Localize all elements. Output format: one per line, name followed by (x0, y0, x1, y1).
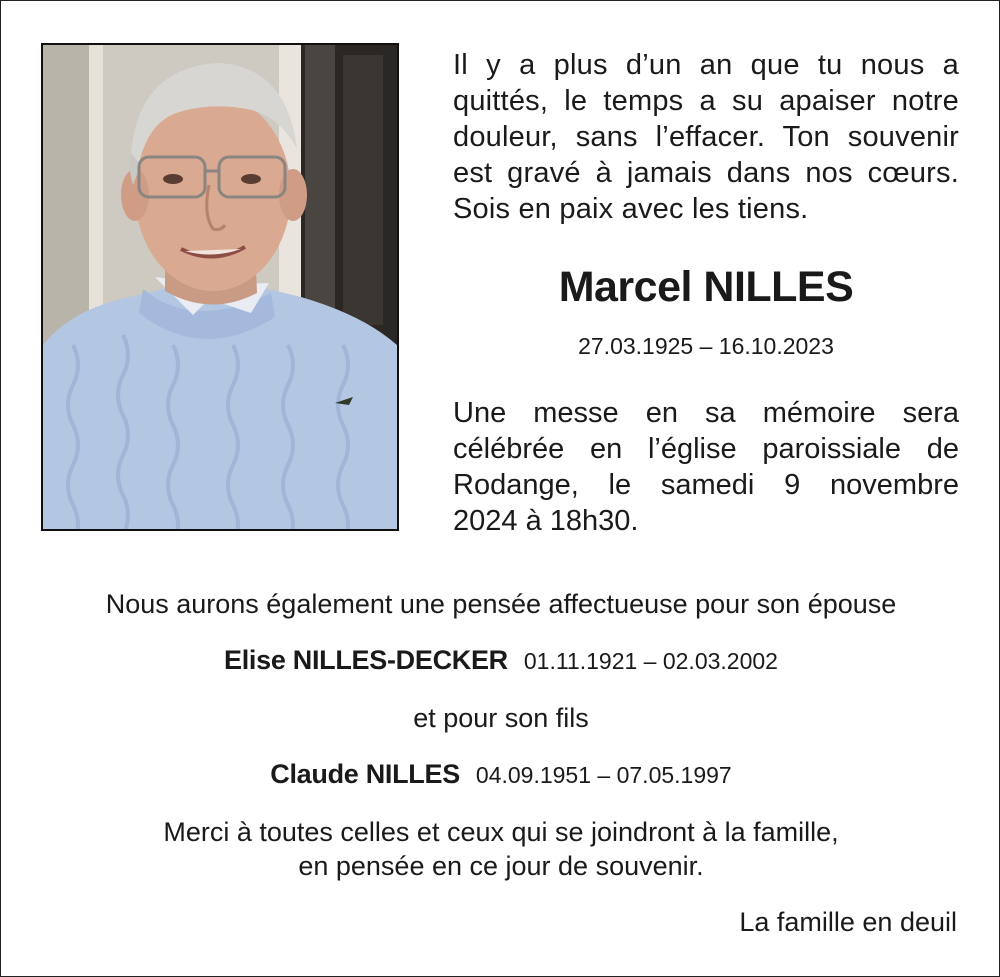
spouse-dates: 01.11.1921 – 02.03.2002 (523, 648, 778, 674)
portrait-illustration (43, 45, 397, 529)
son-line (1, 759, 1000, 790)
son-name: Claude NILLES (270, 759, 460, 789)
poem-line: quittés, le temps a su apaiser notre (453, 85, 959, 117)
poem-line: est gravé à jamais dans nos cœurs. (453, 157, 959, 189)
mass-line: Rodange, le samedi 9 novembre (453, 469, 959, 501)
mass-announcement (453, 395, 959, 539)
thanks-line: en pensée en ce jour de souvenir. (298, 851, 704, 881)
poem-text (453, 47, 959, 227)
tribute-intro: Nous aurons également une pensée affectueuse pour son épouse (105, 589, 897, 619)
son-intro: et pour son fils (413, 703, 589, 733)
thanks-line: Merci à toutes celles et ceux qui se joindront à la famille, (163, 817, 839, 847)
spouse-line (1, 645, 1000, 676)
spouse-name: Elise NILLES-DECKER (224, 645, 508, 675)
poem-line: Sois en paix avec les tiens. (453, 193, 809, 225)
thanks-text (1, 815, 1000, 883)
portrait-photo (41, 43, 399, 531)
poem-line: Il y a plus d’un an que tu nous a (453, 49, 959, 81)
son-dates: 04.09.1951 – 07.05.1997 (475, 762, 732, 788)
mass-line: célébrée en l’église paroissiale de (453, 433, 959, 465)
signature: La famille en deuil (739, 907, 957, 937)
mass-line: 2024 à 18h30. (453, 505, 639, 537)
deceased-dates: 27.03.1925 – 16.10.2023 (578, 333, 834, 359)
poem-line: douleur, sans l’effacer. Ton souvenir (453, 121, 959, 153)
deceased-name: Marcel NILLES (558, 263, 854, 311)
mass-line: Une messe en sa mémoire sera (453, 397, 959, 429)
